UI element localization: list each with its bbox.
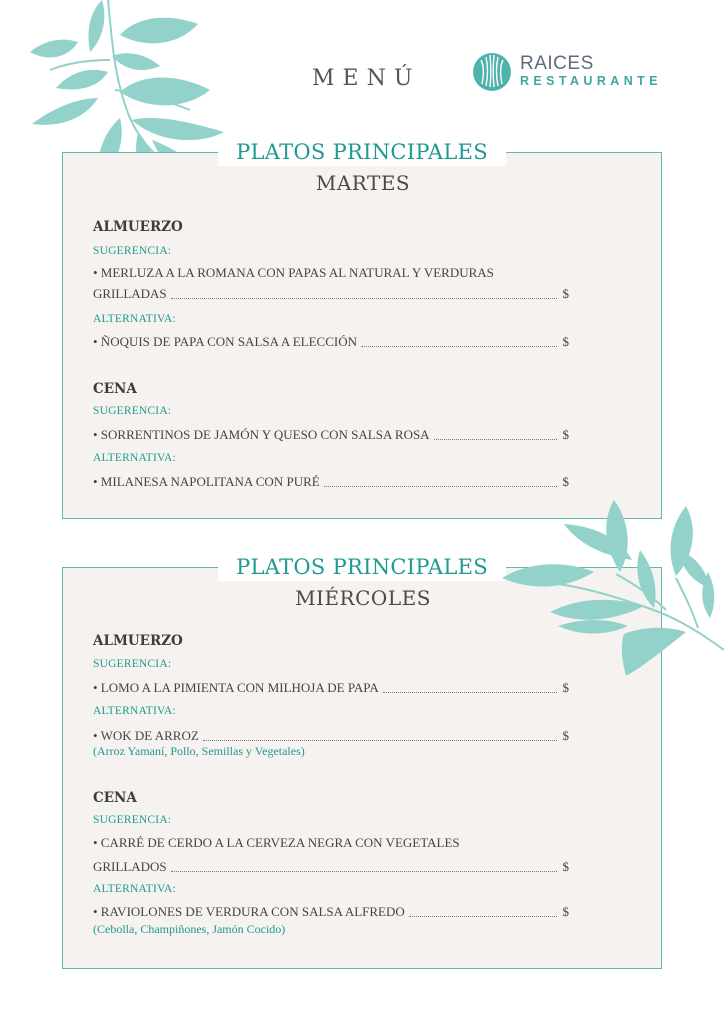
alternative-label: ALTERNATIVA: <box>93 705 176 717</box>
dish-row <box>93 859 569 875</box>
brand-subtitle: RESTAURANTE <box>520 74 662 88</box>
meal-heading: CENA <box>93 790 137 806</box>
suggestion-label: SUGERENCIA: <box>93 245 172 257</box>
dish-name: • SORRENTINOS DE JAMÓN Y QUESO CON SALSA ROSA <box>93 427 430 442</box>
dish-price: $ <box>562 859 569 874</box>
dish-row <box>93 904 569 920</box>
dish-name: • MERLUZA A LA ROMANA CON PAPAS AL NATURAL Y VERDURAS <box>93 265 494 280</box>
suggestion-label: SUGERENCIA: <box>93 658 172 670</box>
dish-name: • CARRÉ DE CERDO A LA CERVEZA NEGRA CON VEGETALES <box>93 835 460 850</box>
section-title-box <box>218 138 506 166</box>
dot-leader <box>409 915 557 917</box>
dish-row <box>93 286 569 302</box>
dish-row <box>93 427 569 443</box>
dot-leader <box>324 485 557 487</box>
dish-price: $ <box>562 334 569 349</box>
dish-name: • LOMO A LA PIMIENTA CON MILHOJA DE PAPA <box>93 680 379 695</box>
dish-row <box>93 334 569 350</box>
suggestion-label: SUGERENCIA: <box>93 814 172 826</box>
dish-note: (Cebolla, Champiñones, Jamón Cocido) <box>93 922 286 936</box>
dot-leader <box>434 438 557 440</box>
leaf-decoration-right <box>498 498 724 678</box>
section-title-box <box>218 553 506 581</box>
dish-price: $ <box>562 904 569 919</box>
meal-heading: CENA <box>93 381 137 397</box>
section-day: MIÉRCOLES <box>295 586 431 610</box>
dish-price: $ <box>562 728 569 743</box>
dish-row <box>93 474 569 490</box>
brand-logo <box>472 52 672 94</box>
dish-price: $ <box>562 474 569 489</box>
brand-name: RAICES <box>520 53 594 74</box>
dot-leader <box>171 870 557 872</box>
dish-row <box>93 728 569 744</box>
meal-heading: ALMUERZO <box>93 633 183 649</box>
suggestion-label: SUGERENCIA: <box>93 405 172 417</box>
dish-name: GRILLADAS <box>93 286 167 301</box>
dish-name: • WOK DE ARROZ <box>93 728 199 743</box>
dish-price: $ <box>562 286 569 301</box>
dish-price: $ <box>562 427 569 442</box>
section-day: MARTES <box>315 171 411 195</box>
dish-name: • ÑOQUIS DE PAPA CON SALSA A ELECCIÓN <box>93 334 358 349</box>
alternative-label: ALTERNATIVA: <box>93 313 176 325</box>
meal-heading: ALMUERZO <box>93 219 183 235</box>
dot-leader <box>383 691 557 693</box>
dot-leader <box>361 345 556 347</box>
section-title: PLATOS PRINCIPALES <box>236 140 488 164</box>
alternative-label: ALTERNATIVA: <box>93 452 176 464</box>
alternative-label: ALTERNATIVA: <box>93 883 176 895</box>
dot-leader <box>171 297 557 299</box>
dish-price: $ <box>562 680 569 695</box>
section-martes <box>62 140 662 519</box>
dish-name: • RAVIOLONES DE VERDURA CON SALSA ALFREDO <box>93 904 405 919</box>
dish-name: GRILLADOS <box>93 859 167 874</box>
dish-row <box>93 680 569 696</box>
dot-leader <box>203 739 557 741</box>
dish-note: (Arroz Yamaní, Pollo, Semillas y Vegetales) <box>93 744 305 758</box>
section-title: PLATOS PRINCIPALES <box>236 555 488 579</box>
menu-title: MENÚ <box>312 66 421 91</box>
raices-logo-icon <box>472 52 512 92</box>
dish-name: • MILANESA NAPOLITANA CON PURÉ <box>93 474 320 489</box>
